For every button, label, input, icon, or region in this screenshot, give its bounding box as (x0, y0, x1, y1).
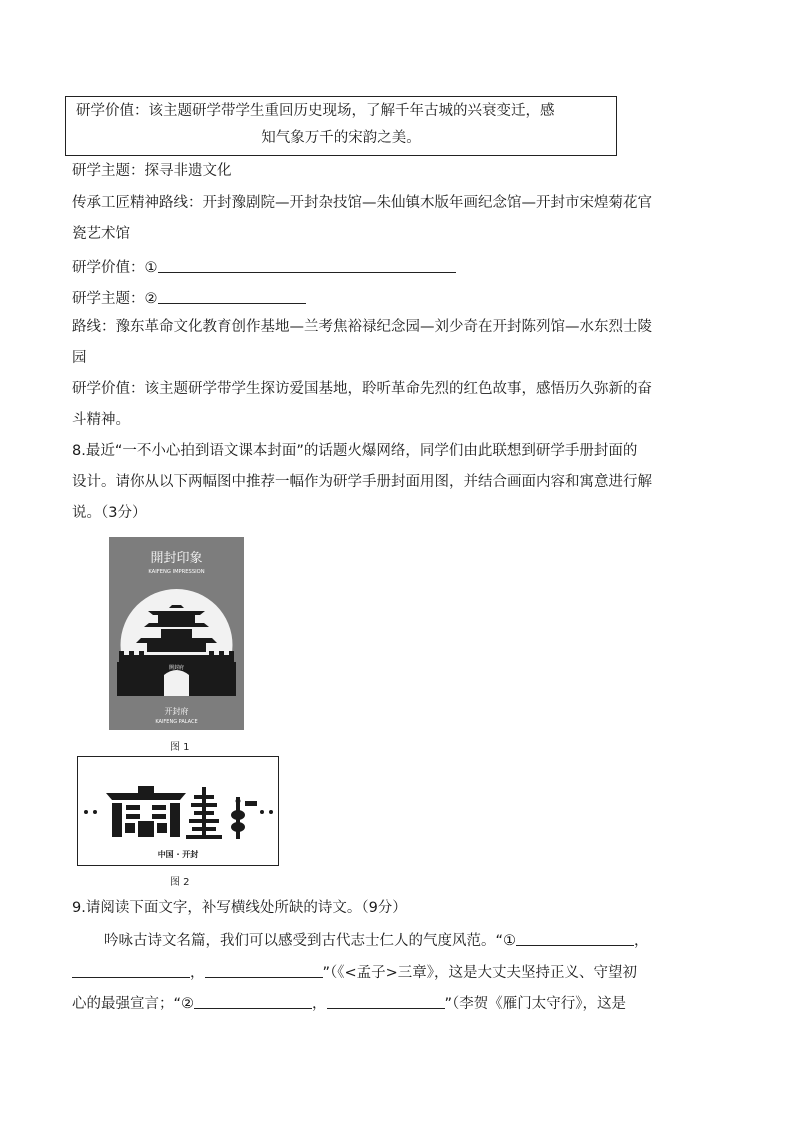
figure2-subtitle: 中国 · 开封 (157, 850, 199, 859)
figure2-logo-card (77, 756, 279, 866)
value-box-line2: 知气象万千的宋韵之美。 (261, 130, 421, 146)
answer-blank-2[interactable] (158, 288, 306, 304)
route-craftsman-line2: 瓷艺术馆 (72, 226, 130, 242)
gate-character-icon (106, 786, 186, 837)
route-red-line1: 路线：豫东革命文化教育创作基地—兰考焦裕禄纪念园—刘少奇在开封陈列馆—水东烈士陵 (72, 319, 652, 335)
figure1-poster (109, 537, 244, 730)
q9-line1-comma: ， (634, 933, 649, 949)
value-red-line1: 研学价值：该主题研学带学生探访爱国基地，聆听革命先烈的红色故事，感悟历久弥新的奋 (72, 381, 652, 397)
value-box (65, 96, 617, 156)
value-blank-1-row (72, 257, 456, 278)
route-craftsman-line1: 传承工匠精神路线：开封豫剧院—开封杂技馆—朱仙镇木版年画纪念馆—开封市宋煌菊花官 (72, 195, 652, 211)
answer-blank-q9-2a[interactable] (194, 993, 312, 1009)
q9-line3-comma: ， (312, 996, 327, 1012)
figure1-caption: 图 1 (170, 742, 190, 753)
theme-intangible-heritage: 研学主题：探寻非遗文化 (72, 163, 232, 179)
value-red-line2: 斗精神。 (72, 412, 130, 428)
value-box-line1: 研学价值：该主题研学带学生重回历史现场，了解千年古城的兴衰变迁，感 (76, 103, 555, 119)
q8-line2: 设计。请你从以下两幅图中推荐一幅作为研学手册封面用图，并结合画面内容和寓意进行解 (72, 474, 652, 490)
theme-label-2: 研学主题：② (72, 291, 158, 307)
poster-bottom-en: KAIFENG PALACE (155, 719, 198, 725)
q9-line2 (72, 962, 637, 983)
poster-title-en: KAIFENG IMPRESSION (148, 569, 205, 575)
poster-bottom-cn: 开封府 (164, 707, 189, 716)
q9-line2-source: ”（《<孟子>三章》，这是大丈夫坚持正义、守望初 (322, 965, 638, 981)
q9-title: 9.请阅读下面文字，补写横线处所缺的诗文。（9分） (72, 900, 407, 916)
city-wall-icon (117, 651, 236, 696)
q9-line2-comma: ， (190, 965, 205, 981)
answer-blank-1[interactable] (158, 257, 456, 273)
gate-plaque: 開封府 (168, 665, 185, 671)
answer-blank-q9-2b[interactable] (327, 993, 445, 1009)
q9-line1 (104, 930, 649, 951)
pagoda-character-icon (186, 787, 257, 839)
q8-line3: 说。（3分） (72, 505, 147, 521)
q9-line3-text: 心的最强宣言；“② (72, 996, 195, 1012)
q9-line3 (72, 993, 626, 1014)
answer-blank-q9-1c[interactable] (205, 962, 323, 978)
theme-blank-2-row (72, 288, 306, 309)
route-red-line2: 园 (72, 350, 87, 366)
answer-blank-q9-1a[interactable] (516, 930, 634, 946)
q9-line3-source: ”（李贺《雁门太守行》，这是 (444, 996, 627, 1012)
value-label-1: 研学价值：① (72, 260, 158, 276)
poster-title-cn: 開封印象 (150, 551, 203, 566)
answer-blank-q9-1b[interactable] (72, 962, 190, 978)
q8-line1: 8.最近“一不小心拍到语文课本封面”的话题火爆网络，同学们由此联想到研学手册封面的 (72, 443, 638, 459)
figure2-caption: 图 2 (170, 877, 190, 888)
q9-line1-text: 吟咏古诗文名篇，我们可以感受到古代志士仁人的气度风范。“① (104, 933, 517, 949)
